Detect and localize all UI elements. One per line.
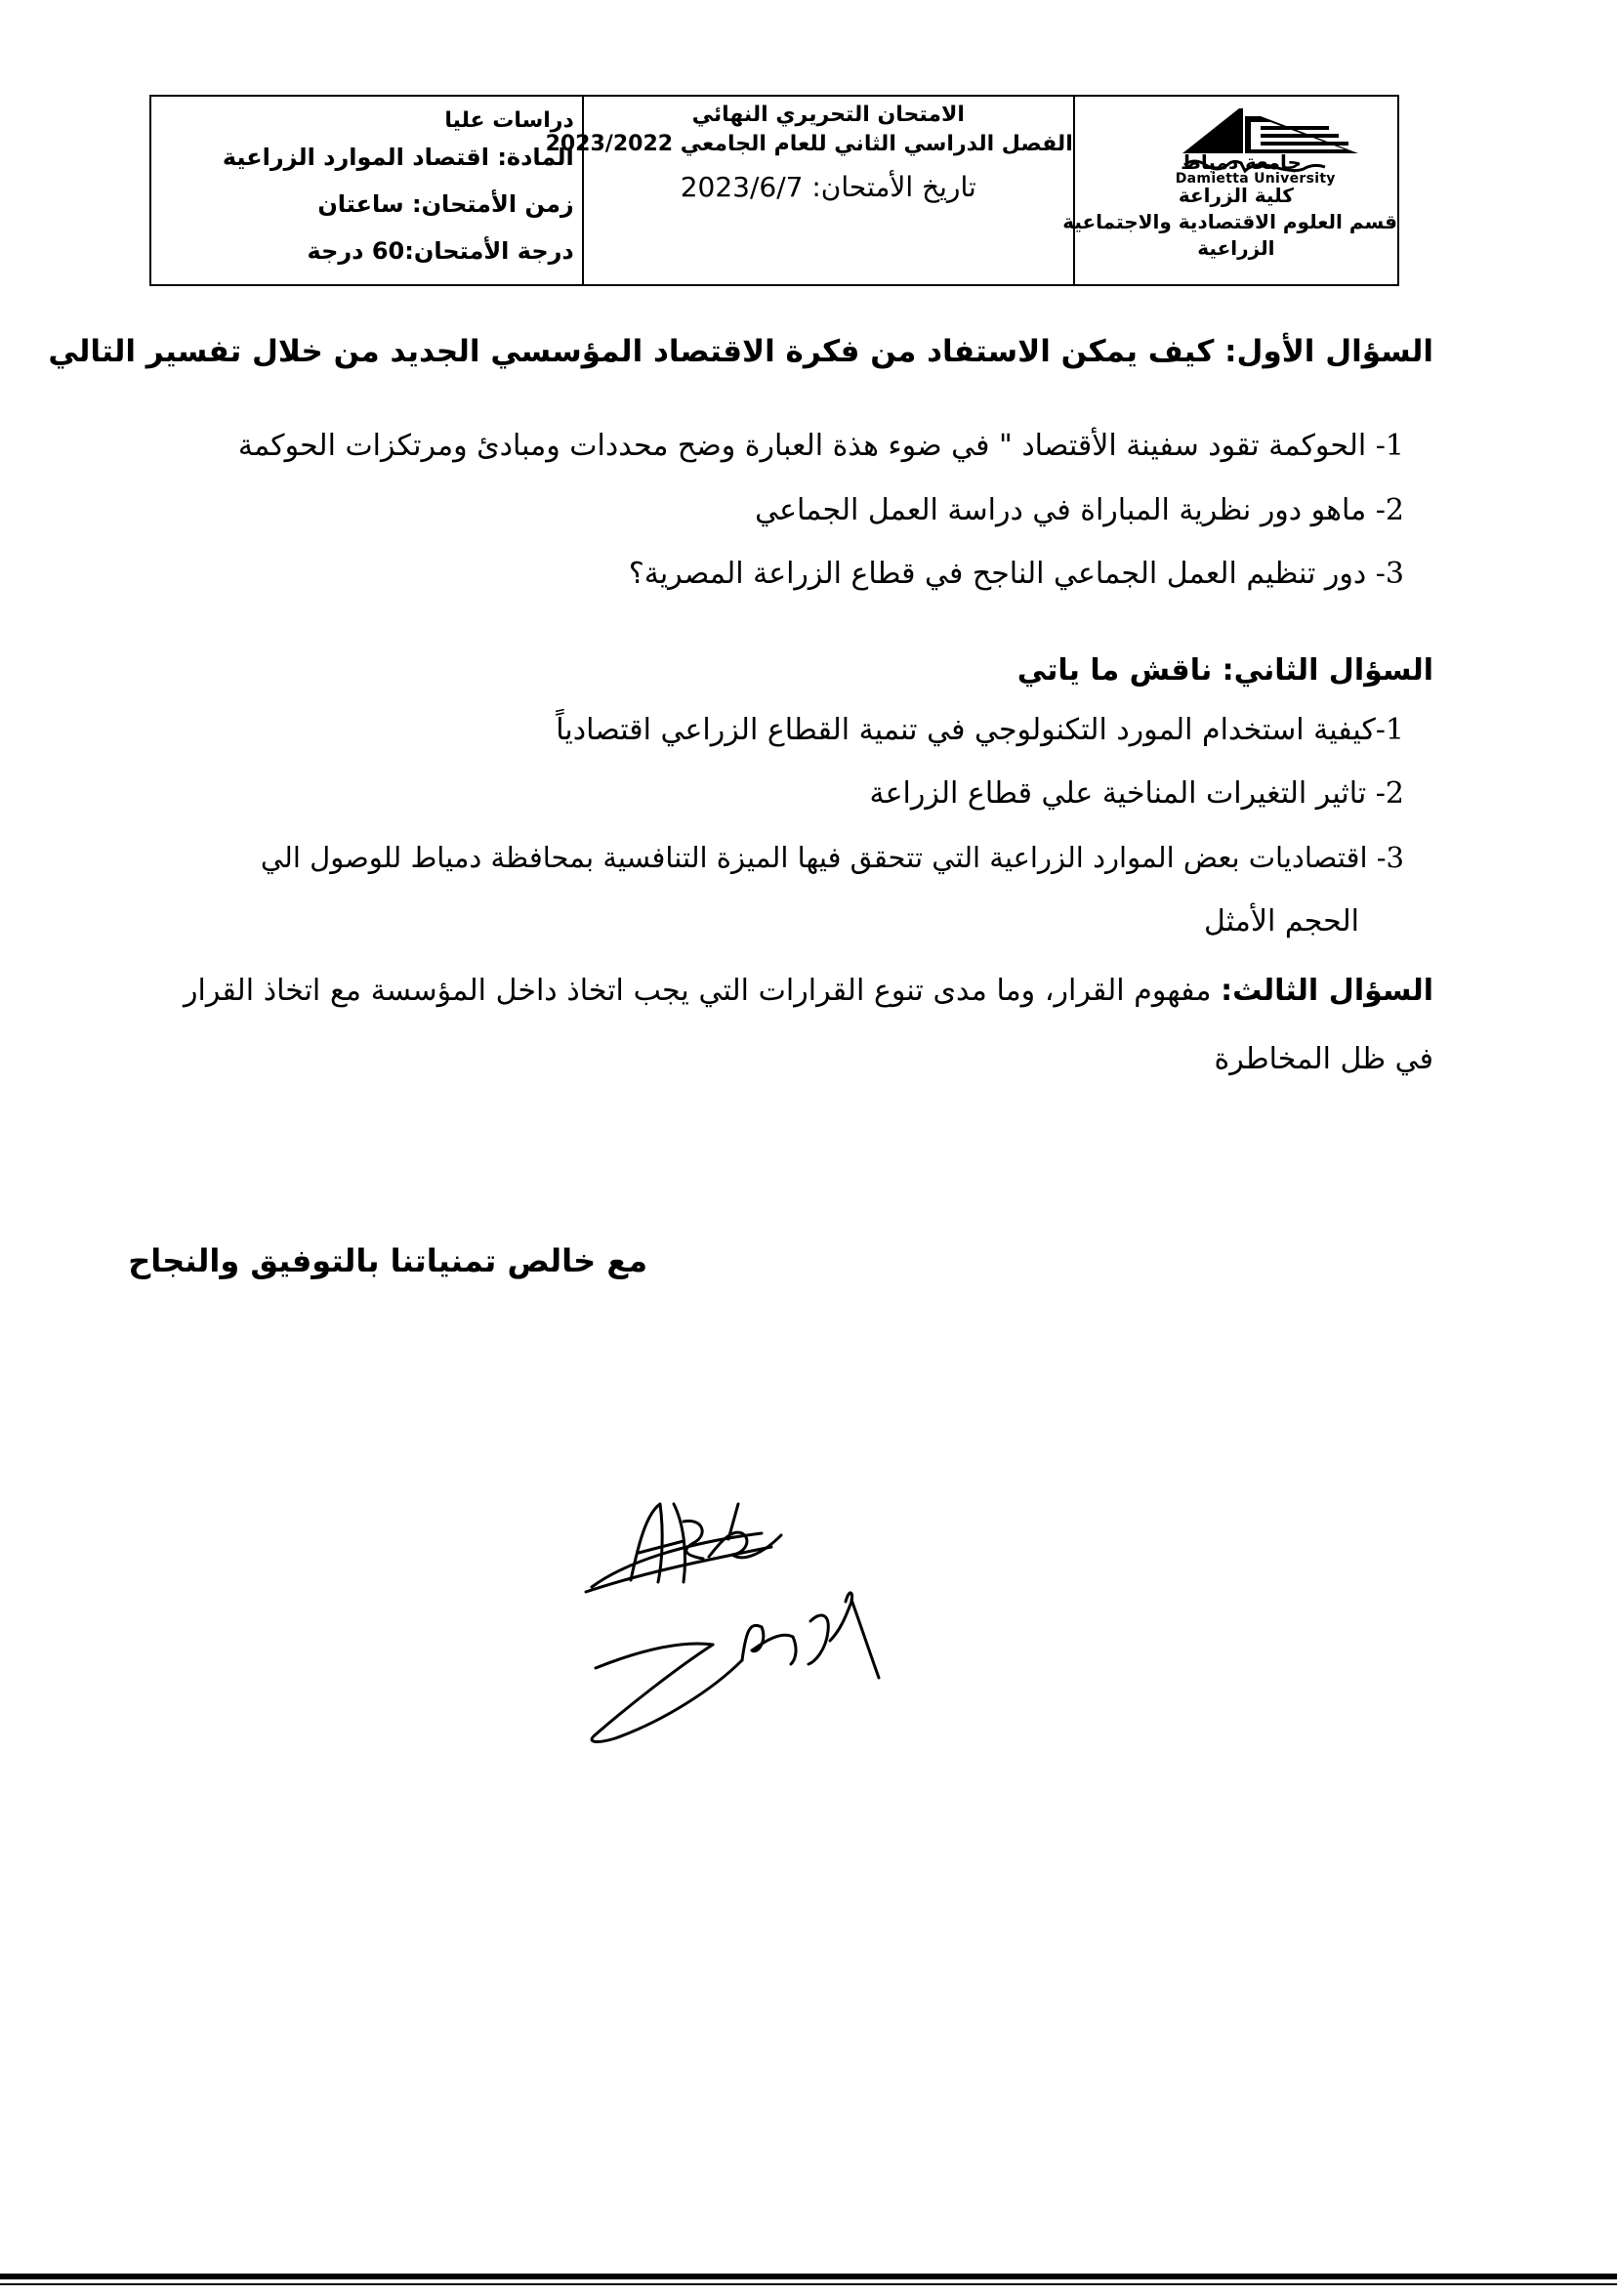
- duration-label: زمن الأمتحان: ساعتان: [317, 190, 574, 218]
- q3-text: مفهوم القرار، وما مدى تنوع القرارات التي يجب اتخاذ داخل المؤسسة مع اتخاذ القرار في ظل المخاطرة: [184, 974, 1433, 1076]
- exam-info-cell: [151, 97, 584, 284]
- q1-item-2: [755, 491, 1404, 530]
- department-label-line2: الزراعية: [1197, 236, 1275, 260]
- q1-item-3-num: 3-: [1375, 557, 1404, 591]
- university-ar-text: جامعة دمياط: [1180, 150, 1302, 174]
- q2-item-3: [261, 838, 1404, 877]
- q2-item-1: [556, 711, 1404, 750]
- q1-item-3-text: دور تنظيم العمل الجماعي الناجح في قطاع الزراعة المصرية؟: [628, 557, 1367, 591]
- department-label-line1: قسم العلوم الاقتصادية والاجتماعية: [1062, 210, 1397, 233]
- page-bottom-rule-thin: [0, 2283, 1617, 2285]
- q2-item-2: [870, 774, 1404, 814]
- subject-label: المادة: اقتصاد الموارد الزراعية: [222, 144, 574, 171]
- exam-title: الامتحان التحريري النهائي: [691, 103, 965, 127]
- q1-item-1: [238, 427, 1404, 466]
- program-label: دراسات عليا: [444, 108, 574, 133]
- q1-item-2-text: ماهو دور نظرية المباراة في دراسة العمل الجماعي: [755, 493, 1367, 527]
- exam-header-table: [149, 95, 1399, 286]
- q2-item-3-text: اقتصاديات بعض الموارد الزراعية التي تتحقق فيها الميزة التنافسية بمحافظة دمياط للوصول الي: [260, 841, 1368, 874]
- university-cell: [1062, 97, 1397, 284]
- q1-item-1-num: 1-: [1375, 429, 1404, 463]
- exam-date: تاريخ الأمتحان: 2023/6/7: [680, 171, 976, 203]
- q3-paragraph: [184, 957, 1433, 1094]
- q1-item-1-text: الحوكمة تقود سفينة الأقتصاد " في ضوء هذة العبارة وضح محددات ومبادئ ومرتكزات الحوكمة: [237, 429, 1367, 463]
- marks-label: درجة الأمتحان:60 درجة: [307, 237, 574, 265]
- q2-item-1-num: 1-: [1375, 713, 1404, 747]
- q1-title: السؤال الأول: كيف يمكن الاستفاد من فكرة الاقتصاد المؤسسي الجديد من خلال تفسير التالي: [48, 334, 1433, 369]
- page-bottom-rule: [0, 2274, 1617, 2279]
- q2-item-2-num: 2-: [1375, 776, 1404, 811]
- handwritten-signature: [537, 1445, 986, 1768]
- q2-item-1-text: كيفية استخدام المورد التكنولوجي في تنمية القطاع الزراعي اقتصادياً: [556, 713, 1376, 747]
- faculty-block: [1062, 183, 1397, 262]
- q2-item-3-num: 3-: [1376, 841, 1404, 874]
- closing-wishes: مع خالص تمنياتنا بالتوفيق والنجاح: [128, 1242, 647, 1279]
- q2-item-2-text: تاثير التغيرات المناخية علي قطاع الزراعة: [869, 776, 1367, 811]
- exam-title-cell: [545, 97, 1075, 284]
- q1-item-2-num: 2-: [1375, 493, 1404, 527]
- semester-label: الفصل الدراسي الثاني للعام الجامعي 2023/2022: [545, 132, 1073, 156]
- faculty-label: كلية الزراعة: [1178, 184, 1294, 207]
- q2-item-3-continuation: الحجم الأمثل: [1204, 904, 1359, 939]
- q1-item-3: [629, 555, 1404, 594]
- university-en-label: Damietta University: [1175, 171, 1336, 187]
- q2-title: السؤال الثاني: ناقش ما ياتي: [1016, 653, 1433, 688]
- q3-label: السؤال الثالث:: [1221, 974, 1433, 1008]
